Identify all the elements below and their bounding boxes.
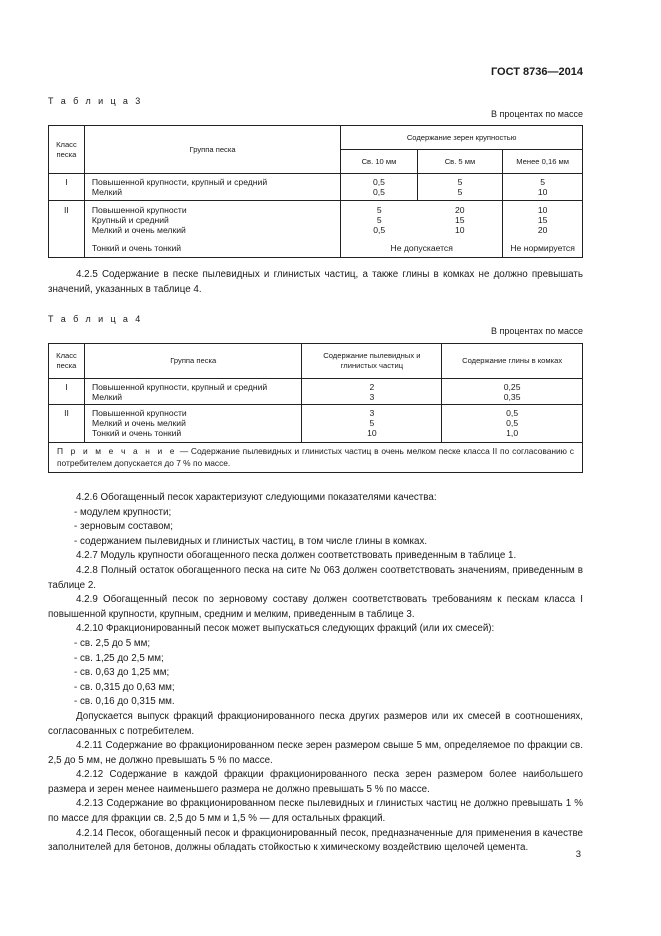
table3-caption: Т а б л и ц а 3 xyxy=(48,96,143,106)
value-cell: Не нормируется xyxy=(510,243,575,253)
table4-unit: В процентах по массе xyxy=(490,326,583,336)
paragraph-4211: 4.2.11 Содержание во фракционированном песке зерен размером свыше 5 мм, определяемое по фракции св. 2,5 до 5 мм, не должно превышать 5 % по массе. xyxy=(48,740,583,766)
table3-col-class: Класс песка xyxy=(49,126,85,174)
table4-note xyxy=(49,443,583,473)
group-cell: Повышенной крупности xyxy=(91,408,187,418)
table3 xyxy=(48,125,583,258)
value-cell: Не допускается xyxy=(390,243,453,253)
list-item: - зерновым составом; xyxy=(74,521,174,533)
value-cell: 2 xyxy=(369,382,375,392)
group-cell: Крупный и средний xyxy=(91,215,169,225)
value-cell: 20 xyxy=(537,225,548,235)
table4-col-clay: Содержание глины в комках xyxy=(442,344,583,379)
value-cell: 5 xyxy=(457,177,463,187)
paragraph-427: 4.2.7 Модуль крупности обогащенного песка должен соответствовать приведенным в таблице 1. xyxy=(76,550,517,562)
paragraph-425: 4.2.5 Содержание в песке пылевидных и глинистых частиц, а также глины в комках не должно превышать значений, указанных в таблице 4. xyxy=(48,269,583,295)
list-item: - св. 1,25 до 2,5 мм; xyxy=(74,652,164,664)
table3-col-group: Группа песка xyxy=(84,126,340,174)
value-cell: 20 xyxy=(454,205,465,215)
note-label: П р и м е ч а н и е xyxy=(57,446,177,456)
table3-col-content: Содержание зерен крупностью xyxy=(341,126,583,150)
value-cell: 5 xyxy=(376,205,382,215)
value-cell: 0,5 xyxy=(506,408,519,418)
list-item: - св. 0,16 до 0,315 мм. xyxy=(74,696,175,708)
value-cell: 3 xyxy=(369,408,375,418)
paragraph-426: 4.2.6 Обогащенный песок характеризуют следующими показателями качества: xyxy=(76,492,437,503)
value-cell: 10 xyxy=(367,428,377,438)
group-cell: Повышенной крупности, крупный и средний xyxy=(91,177,268,187)
list-item: - св. 2,5 до 5 мм; xyxy=(74,637,151,649)
table-row xyxy=(49,405,583,443)
group-cell: Повышенной крупности, крупный и средний xyxy=(91,382,268,392)
value-cell: 15 xyxy=(537,215,548,225)
value-cell: 0,35 xyxy=(503,392,521,402)
table4-caption: Т а б л и ц а 4 xyxy=(48,314,143,324)
group-cell: Мелкий и очень мелкий xyxy=(91,225,186,235)
value-cell: 1,0 xyxy=(506,428,519,438)
table3-subcol: Менее 0,16 мм xyxy=(503,150,583,174)
table-row xyxy=(49,379,583,405)
group-cell: Мелкий xyxy=(91,392,123,402)
table4-col-class: Класс песка xyxy=(49,344,85,379)
paragraph-429: 4.2.9 Обогащенный песок по зерновому составу должен соответствовать требованиям к пескам класса I повышенной крупности, крупным, средним и мелким, приведенным в таблице 3. xyxy=(48,594,583,620)
paragraph-428: 4.2.8 Полный остаток обогащенного песка на сите № 063 должен соответствовать значениям, приведенным в таблице 2. xyxy=(48,564,583,591)
value-cell: 0,25 xyxy=(503,382,521,392)
table4 xyxy=(48,343,583,473)
value-cell: 0,5 xyxy=(372,187,385,197)
list-item: - св. 0,63 до 1,25 мм; xyxy=(74,667,170,679)
value-cell: 10 xyxy=(537,205,548,215)
class-cell: I xyxy=(49,379,85,405)
value-cell: 5 xyxy=(369,418,375,428)
paragraph-4212: 4.2.12 Содержание в каждой фракции фракционированного песка зерен размером более наибольшего размера и зерен менее наименьшего размера не должно превышать 5 % по массе. xyxy=(48,769,583,795)
value-cell: 5 xyxy=(457,187,463,197)
paragraph-4214: 4.2.14 Песок, обогащенный песок и фракционированный песок, предназначенные для применения в качестве заполнителей для бетонов, должны обладать стойкостью к химическому воздействию щелочей цемента. xyxy=(48,827,583,854)
group-cell: Мелкий и очень мелкий xyxy=(91,418,186,428)
paragraph-allow: Допускается выпуск фракций фракционированного песка других размеров или их смесей в соотношениях, согласованных с потребителем. xyxy=(48,710,583,737)
paragraph-4213: 4.2.13 Содержание во фракционированном песке пылевидных и глинистых частиц не должно превышать 1 % по массе для фракции св. 2,5 до 5 мм и 1,5 % — для остальных фракций. xyxy=(48,798,583,825)
value-cell: 5 xyxy=(376,215,382,225)
group-cell: Тонкий и очень тонкий xyxy=(91,428,182,438)
table4-col-dust: Содержание пылевидных и глинистых частиц xyxy=(302,344,442,379)
body-text xyxy=(48,491,583,856)
value-cell: 0,5 xyxy=(506,418,519,428)
table3-subcol: Св. 10 мм xyxy=(341,150,417,174)
table3-unit: В процентах по массе xyxy=(490,109,583,119)
value-cell: 0,5 xyxy=(372,177,385,187)
value-cell: 15 xyxy=(454,215,465,225)
paragraph-4210: 4.2.10 Фракционированный песок может выпускаться следующих фракций (или их смесей): xyxy=(76,623,495,635)
value-cell: 5 xyxy=(540,177,545,187)
note-text: — Содержание пылевидных и глинистых частиц в очень мелком песке класса II по согласованию с потребителем допускается до 7 % по массе. xyxy=(57,446,574,468)
list-item: - св. 0,315 до 0,63 мм; xyxy=(74,681,175,693)
class-cell: I xyxy=(49,174,85,201)
list-item: - содержанием пылевидных и глинистых частиц, в том числе глины в комках. xyxy=(74,535,428,547)
table-row xyxy=(49,201,583,258)
table-row xyxy=(49,174,583,201)
table-note-row xyxy=(49,443,583,473)
value-cell: 10 xyxy=(454,225,465,235)
group-cell: Повышенной крупности xyxy=(91,205,187,215)
document-code: ГОСТ 8736—2014 xyxy=(490,66,583,78)
value-cell: 10 xyxy=(537,187,548,197)
group-cell: Мелкий xyxy=(91,187,122,197)
class-cell: II xyxy=(49,201,85,258)
value-cell: 3 xyxy=(369,392,375,402)
table3-subcol: Св. 5 мм xyxy=(417,150,503,174)
value-cell: 0,5 xyxy=(373,225,386,235)
table4-col-group: Группа песка xyxy=(84,344,302,379)
page-number: 3 xyxy=(575,849,581,860)
group-cell: Тонкий и очень тонкий xyxy=(91,243,182,253)
class-cell: II xyxy=(49,405,85,443)
list-item: - модулем крупности; xyxy=(74,506,172,518)
